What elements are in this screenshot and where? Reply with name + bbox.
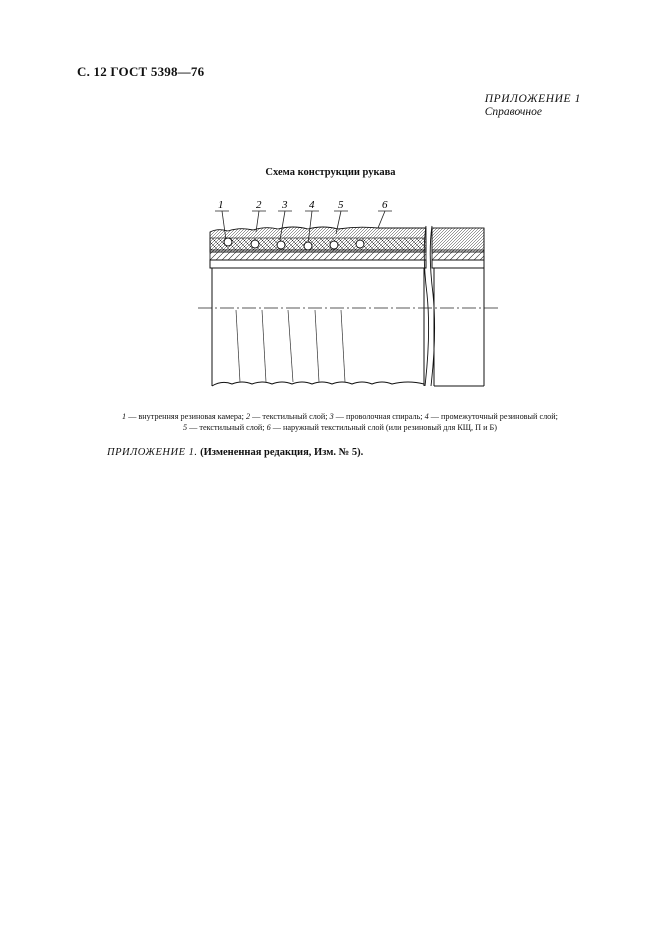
- caption-text-5: — текстильный слой;: [187, 423, 267, 432]
- caption-text-6: — наружный текстильный слой (или резиновый для КЩ, П и Б): [270, 423, 497, 432]
- caption-text-1: — внутренняя резиновая камера;: [126, 412, 246, 421]
- page-header: С. 12 ГОСТ 5398—76: [77, 64, 205, 79]
- hose-wall-right: [432, 228, 484, 268]
- callout-4: 4: [309, 199, 315, 211]
- callout-6: 6: [382, 199, 388, 211]
- spiral-section-lines: [236, 310, 345, 382]
- caption-text-4: — промежуточный резиновый слой;: [428, 412, 558, 421]
- caption-num-1: 1: [122, 412, 127, 421]
- change-note: [107, 447, 363, 458]
- caption-text-2: — текстильный слой;: [250, 412, 330, 421]
- caption-text-3: — проволочная спираль;: [333, 412, 425, 421]
- callout-3: 3: [282, 199, 288, 211]
- hose-construction-diagram: [198, 194, 498, 394]
- caption-num-6: 6: [266, 423, 271, 432]
- caption-num-2: 2: [246, 412, 251, 421]
- callout-1: 1: [218, 199, 224, 211]
- change-note-text: (Измененная редакция, Изм. № 5).: [197, 447, 364, 458]
- callout-labels: [218, 199, 388, 211]
- hose-wall-left: [210, 227, 426, 268]
- caption-num-3: 3: [329, 412, 334, 421]
- callout-5: 5: [338, 199, 344, 211]
- callout-2: 2: [256, 199, 262, 211]
- scheme-title: Схема конструкции рукава: [265, 167, 396, 178]
- caption-num-5: 5: [183, 423, 188, 432]
- caption-num-4: 4: [424, 412, 429, 421]
- change-note-label: ПРИЛОЖЕНИЕ 1.: [107, 447, 198, 458]
- appendix-title: ПРИЛОЖЕНИЕ 1: [484, 93, 581, 105]
- appendix-subtitle: Справочное: [484, 106, 542, 118]
- appendix-heading: [485, 93, 581, 119]
- figure-caption: [60, 411, 620, 433]
